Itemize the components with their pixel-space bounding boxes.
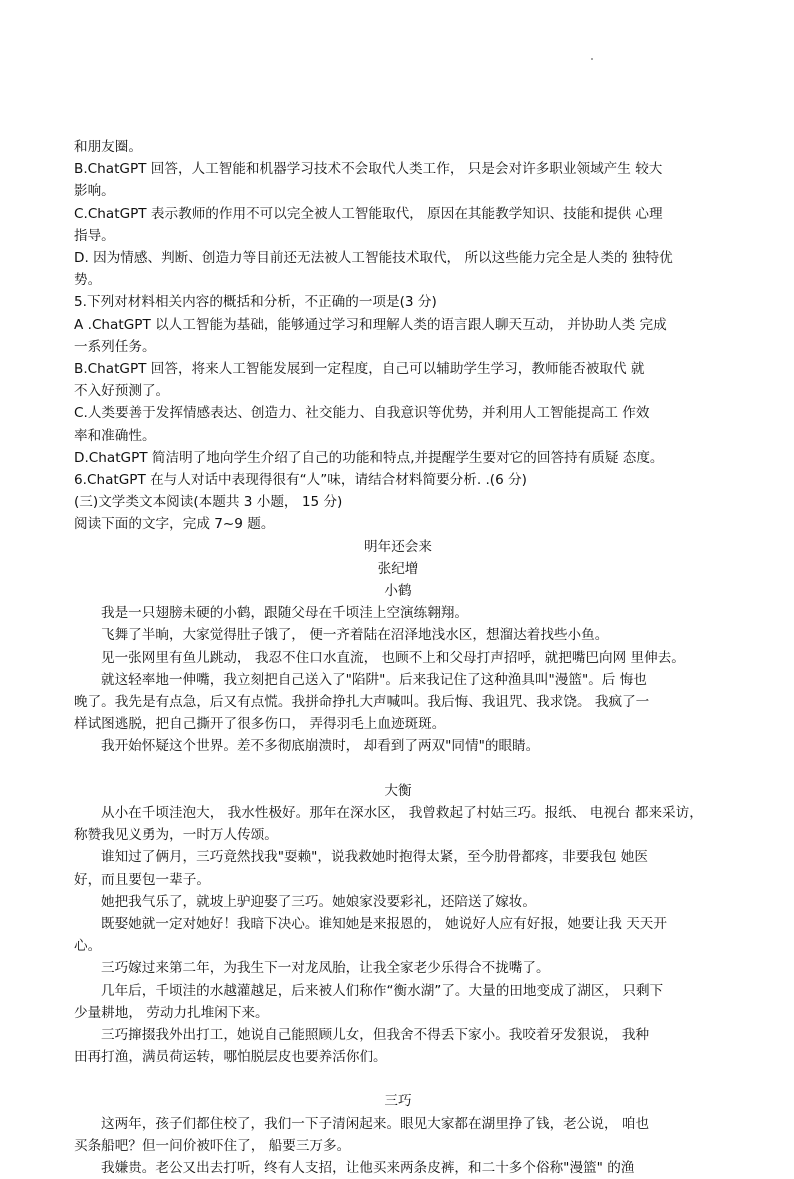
text-line: B.ChatGPT 回答，人工智能和机器学习技术不会取代人类工作， 只是会对许多职业领域产生 较大 bbox=[74, 161, 663, 178]
centered-heading: 三巧 bbox=[384, 1093, 412, 1110]
text-line: 就这轻率地一伸嘴，我立刻把自己送入了"陷阱"。后来我记住了这种渔具叫"漫篮"。后 悔也 bbox=[101, 671, 647, 688]
text-line: 影响。 bbox=[74, 183, 115, 200]
text-line: D.ChatGPT 简洁明了地向学生介绍了自己的功能和特点,并提醒学生要对它的回答持有质疑 态度。 bbox=[74, 449, 664, 466]
text-line: 6.ChatGPT 在与人对话中表现得很有“人”味，请结合材料简要分析. .(6 分) bbox=[74, 472, 527, 489]
text-line: 心。 bbox=[74, 938, 102, 955]
text-line: 谁知过了俩月，三巧竟然找我"耍赖"，说我救她时抱得太紧，至今肋骨都疼，非要我包 她医 bbox=[101, 849, 648, 866]
centered-heading: 张纪增 bbox=[377, 560, 419, 577]
text-line: 和朋友圈。 bbox=[74, 139, 142, 155]
text-line: 三巧嫁过来第二年，为我生下一对龙凤胎，让我全家老少乐得合不拢嘴了。 bbox=[101, 960, 550, 977]
document-body bbox=[74, 136, 722, 1179]
text-line: 既娶她就一定对她好！我暗下决心。谁知她是来报恩的， 她说好人应有好报，她要让我 天天开 bbox=[101, 915, 667, 932]
text-line: A .ChatGPT 以人工智能为基础，能够通过学习和理解人类的语言跟人聊天互动， 并协助人类 完成 bbox=[74, 316, 667, 333]
text-line: 称赞我见义勇为，一时万人传颂。 bbox=[74, 827, 278, 844]
text-line: 见一张网里有鱼儿跳动， 我忍不住口水直流， 也顾不上和父母打声招呼，就把嘴巴向网 里伸去。 bbox=[101, 649, 685, 666]
text-line: 田再打渔，满员荷运转，哪怕脱层皮也要养活你们。 bbox=[74, 1049, 387, 1066]
text-line: 阅读下面的文字，完成 7~9 题。 bbox=[74, 516, 275, 533]
text-line: 5.下列对材料相关内容的概括和分析，不正确的一项是(3 分) bbox=[74, 294, 437, 311]
section-gap bbox=[74, 1068, 722, 1090]
text-line: 一系列任务。 bbox=[74, 338, 156, 355]
section-gap bbox=[74, 758, 722, 780]
text-line: 好，而且要包一辈子。 bbox=[74, 871, 210, 888]
text-line: D. 因为情感、判断、创造力等目前还无法被人工智能技术取代， 所以这些能力完全是人类的 独特优 bbox=[74, 250, 673, 267]
text-line: 我是一只翅膀未硬的小鹤，跟随父母在千顷洼上空演练翱翔。 bbox=[101, 605, 469, 622]
text-line: 从小在千顷洼泡大， 我水性极好。那年在深水区， 我曾救起了村姑三巧。报纸、 电视台 都来采访， bbox=[101, 804, 703, 821]
text-line: 指导。 bbox=[74, 227, 115, 244]
text-line: 我嫌贵。老公又出去打听，终有人支招，让他买来两条皮裤，和二十多个俗称"漫篮" 的渔 bbox=[101, 1159, 635, 1176]
text-line: C.人类要善于发挥情感表达、创造力、社交能力、自我意识等优势，并利用人工智能提高工 作效 bbox=[74, 405, 650, 422]
text-line: 样试图逃脱，把自己撕开了很多伤口， 弄得羽毛上血迹斑斑。 bbox=[74, 716, 446, 733]
text-line: 飞舞了半晌，大家觉得肚子饿了， 便一齐着陆在沼泽地浅水区，想溜达着找些小鱼。 bbox=[101, 627, 609, 644]
text-line: 三巧撺掇我外出打工，她说自己能照顾儿女，但我舍不得丢下家小。我咬着牙发狠说， 我种 bbox=[101, 1026, 650, 1043]
text-line: 她把我气乐了，就坡上驴迎娶了三巧。她娘家没要彩礼，还陪送了嫁妆。 bbox=[101, 893, 536, 910]
centered-heading: 大衡 bbox=[384, 782, 412, 799]
text-line: 势。 bbox=[74, 272, 102, 289]
text-line: 不入好预测了。 bbox=[74, 383, 170, 400]
text-line: B.ChatGPT 回答，将来人工智能发展到一定程度，自己可以辅助学生学习，教师能否被取代 就 bbox=[74, 361, 645, 378]
text-line: 这两年，孩子们都住校了，我们一下子清闲起来。眼见大家都在湖里挣了钱，老公说， 咱也 bbox=[101, 1115, 650, 1132]
centered-heading: 小鹤 bbox=[384, 583, 412, 600]
text-line: 我开始怀疑这个世界。差不多彻底崩溃时， 却看到了两双"同情"的眼睛。 bbox=[101, 738, 540, 755]
text-line: (三)文学类文本阅读(本题共 3 小题， 15 分) bbox=[74, 494, 343, 511]
text-line: 晚了。我先是有点急，后又有点慌。我拼命挣扎大声喊叫。我后悔、我诅咒、我求饶。 我疯了一 bbox=[74, 694, 650, 711]
text-line: 几年后，千顷洼的水越灌越足，后来被人们称作“衡水湖”了。大量的田地变成了湖区， 只剩下 bbox=[101, 982, 664, 999]
text-line: C.ChatGPT 表示教师的作用不可以完全被人工智能取代， 原因在其能教学知识、技能和提供 心理 bbox=[74, 205, 663, 222]
text-line: 少量耕地， 劳动力扎堆闲下来。 bbox=[74, 1004, 269, 1021]
centered-heading: 明年还会来 bbox=[364, 538, 432, 555]
text-line: 买条船吧？但一问价被吓住了， 船要三万多。 bbox=[74, 1137, 351, 1154]
scan-dot bbox=[591, 58, 593, 60]
text-line: 率和准确性。 bbox=[74, 427, 156, 444]
